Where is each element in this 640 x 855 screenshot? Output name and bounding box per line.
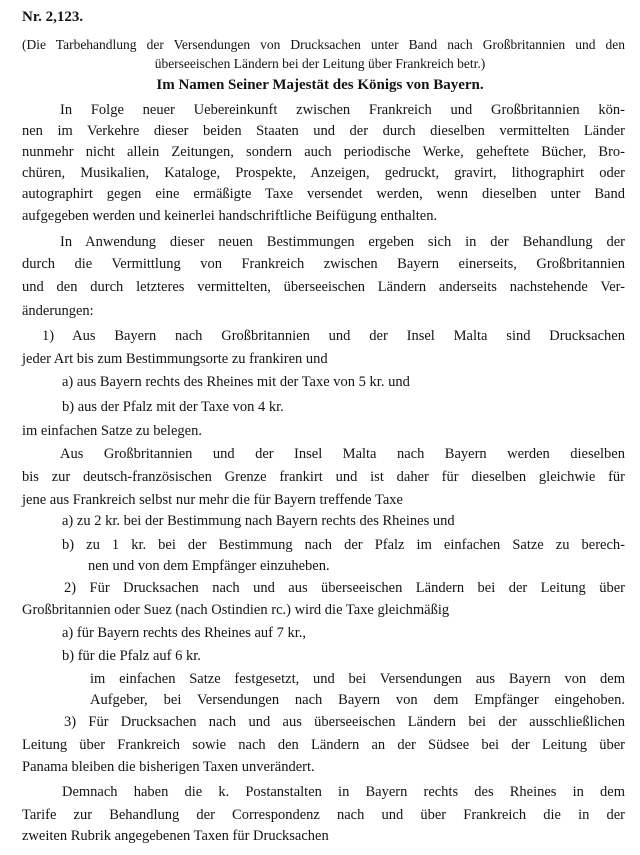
text-line: Tarife zur Behandlung der Correspondenz nach und über Frankreich die in der xyxy=(22,807,625,823)
list-item-b: b) zu 1 kr. bei der Bestimmung nach der Pfalz im einfachen Satze zu berech- xyxy=(62,537,625,553)
list-item-b: b) aus der Pfalz mit der Taxe von 4 kr. xyxy=(62,399,284,415)
text-line: zweiten Rubrik angegebenen Taxen für Drucksachen xyxy=(22,828,329,844)
text-line: Aus Großbritannien und der Insel Malta nach Bayern werden dieselben xyxy=(60,446,625,462)
text-line: Großbritannien oder Suez (nach Ostindien rc.) wird die Taxe gleichmäßig xyxy=(22,602,450,618)
text-line: im einfachen Satze zu belegen. xyxy=(22,423,202,439)
subtitle-line-2: überseeischen Ländern bei der Leitung über Frankreich betr.) xyxy=(154,56,486,71)
heading: Im Namen Seiner Majestät des Königs von Bayern. xyxy=(156,77,484,93)
text-line: In Folge neuer Uebereinkunft zwischen Frankreich und Großbritannien kön- xyxy=(60,102,625,118)
text-line: nunmehr nicht allein Zeitungen, sondern auch periodische Werke, geheftete Bücher, Bro- xyxy=(22,144,625,160)
text-line: jeder Art bis zum Bestimmungsorte zu frankiren und xyxy=(22,351,328,367)
document-number: Nr. 2,123. xyxy=(22,9,84,25)
text-line: und den durch letzteres vermittelten, überseeischen Ländern anderseits nachstehende Ver- xyxy=(22,279,625,295)
subtitle-line-1: (Die Tarbehandlung der Versendungen von Drucksachen unter Band nach Großbritannien und den xyxy=(22,37,625,52)
text-line: Demnach haben die k. Postanstalten in Bayern rechts des Rheines in dem xyxy=(62,784,625,800)
text-line: aufgegeben werden und keinerlei handschriftliche Beifügung enthalten. xyxy=(22,208,438,224)
text-line: im einfachen Satze festgesetzt, und bei Versendungen aus Bayern von dem xyxy=(90,671,625,687)
list-item-a: a) aus Bayern rechts des Rheines mit der Taxe von 5 kr. und xyxy=(62,374,410,390)
text-line: Aufgeber, bei Versendungen nach Bayern von dem Empfänger eingehoben. xyxy=(90,692,625,708)
list-item-1: 1) Aus Bayern nach Großbritannien und der Insel Malta sind Drucksachen xyxy=(42,328,625,344)
list-item-a: a) für Bayern rechts des Rheines auf 7 kr., xyxy=(62,625,307,641)
text-line: änderungen: xyxy=(22,303,94,319)
list-item-b: b) für die Pfalz auf 6 kr. xyxy=(62,648,201,664)
list-item-2: 2) Für Drucksachen nach und aus überseeischen Ländern bei der Leitung über xyxy=(64,580,625,596)
text-line: nen im Verkehre dieser beiden Staaten und der durch dieselben vermittelten Länder xyxy=(22,123,625,139)
text-line: nen und von dem Empfänger einzuheben. xyxy=(88,558,330,574)
text-line: jene aus Frankreich selbst nur mehr die für Bayern treffende Taxe xyxy=(22,492,403,508)
text-line: durch die Vermittlung von Frankreich zwischen Bayern einerseits, Großbritannien xyxy=(22,256,625,272)
text-line: Panama bleiben die bisherigen Taxen unverändert. xyxy=(22,759,315,775)
text-line: bis zur deutsch-französischen Grenze frankirt und ist daher für dieselben gleichwie für xyxy=(22,469,625,485)
text-line: chüren, Musikalien, Kataloge, Prospekte, Anzeigen, gedruckt, gravirt, lithographirt oder xyxy=(22,165,625,181)
text-line: In Anwendung dieser neuen Bestimmungen ergeben sich in der Behandlung der xyxy=(60,234,625,250)
list-item-3: 3) Für Drucksachen nach und aus überseeischen Ländern bei der ausschließlichen xyxy=(64,714,625,730)
list-item-a: a) zu 2 kr. bei der Bestimmung nach Bayern rechts des Rheines und xyxy=(62,513,455,529)
text-line: autographirt gegen eine ermäßigte Taxe versendet werden, wenn dieselben unter Band xyxy=(22,186,625,202)
text-line: Leitung über Frankreich sowie nach den Ländern an der Südsee bei der Leitung über xyxy=(22,737,625,753)
